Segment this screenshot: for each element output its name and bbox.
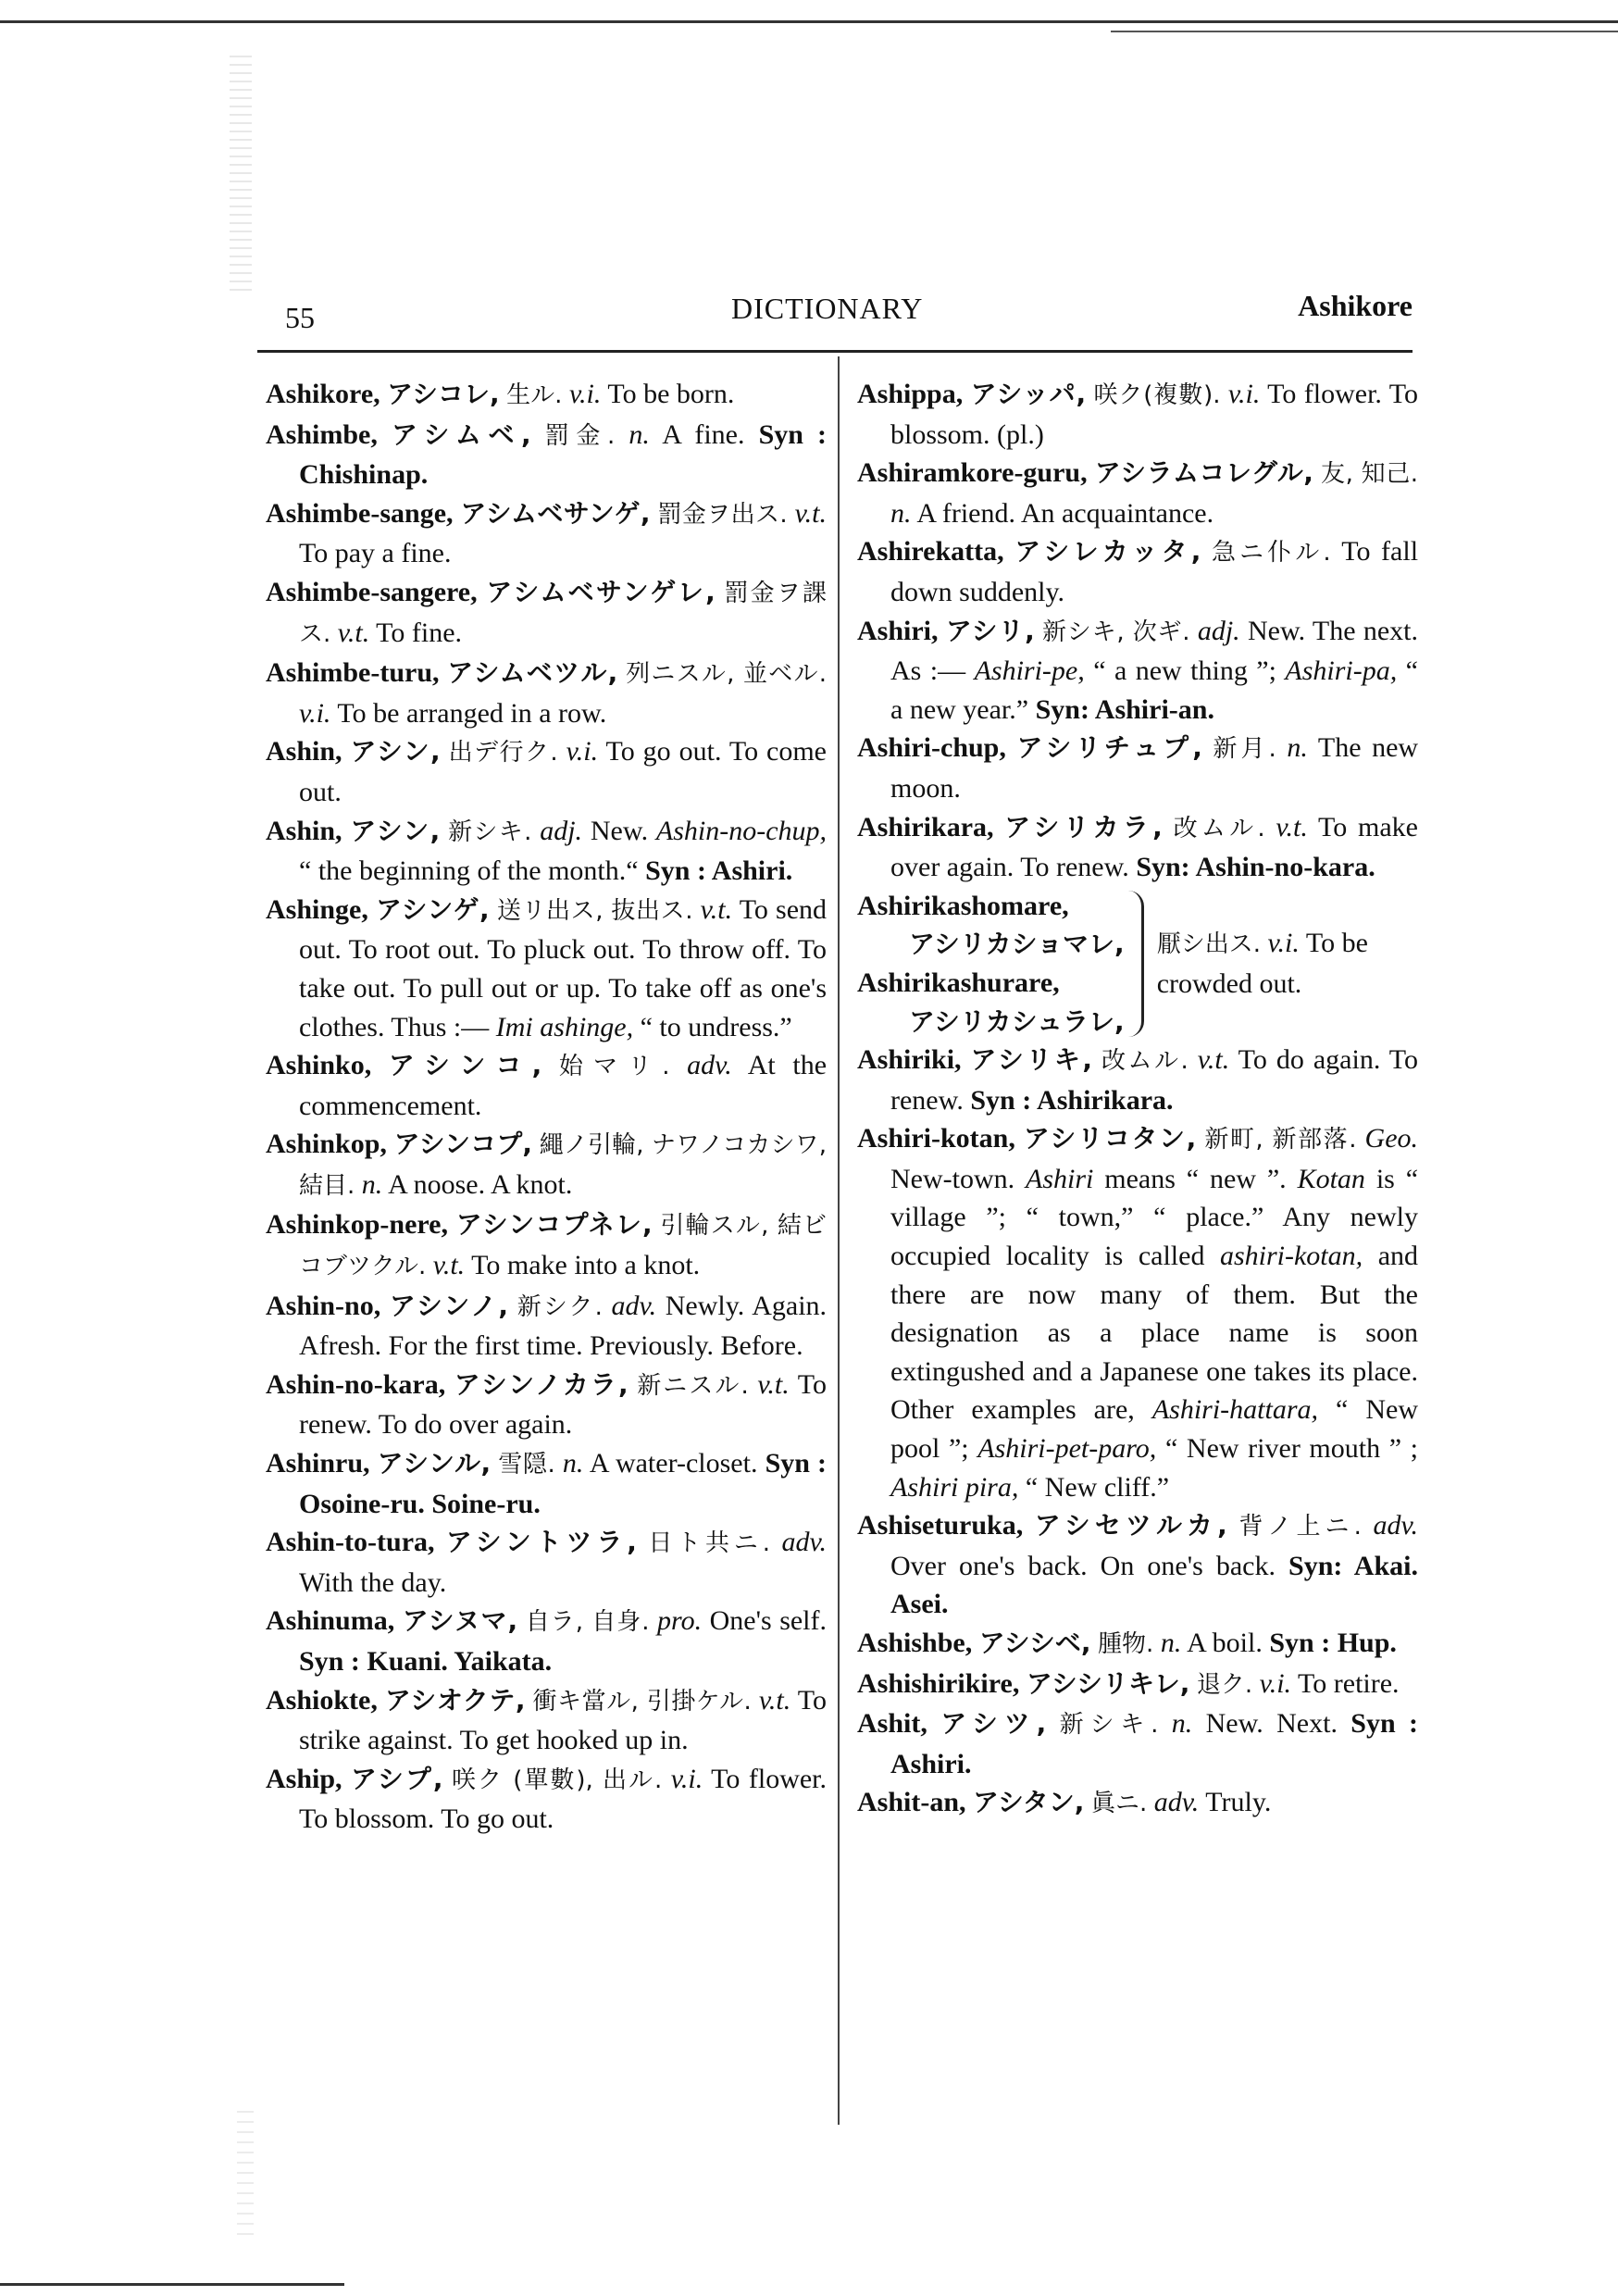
synonym: Syn : Osoine-ru. Soine-ru.: [299, 1448, 828, 1519]
dictionary-entry: [857, 1506, 1418, 1624]
part-of-speech: adj.: [1197, 615, 1240, 646]
katakana-reading: アシンコ,: [388, 1050, 542, 1081]
part-of-speech: pro.: [657, 1605, 703, 1637]
definition-text: To flower. To blossom. To go out.: [299, 1763, 828, 1835]
definition-text: A noose. A knot.: [388, 1168, 573, 1200]
definition-text: “ the beginning of the month.“: [299, 855, 639, 887]
katakana-reading: アシムベツル,: [447, 657, 618, 689]
kanji-gloss: 罰金ヲ課ス.: [299, 579, 828, 648]
kanji-gloss: 咲ク (單數), 出ル.: [452, 1766, 663, 1794]
part-of-speech: adv.: [1153, 1787, 1200, 1818]
definition: [1157, 924, 1418, 1003]
dictionary-entry: [266, 375, 827, 416]
katakana-reading: アシムベサンゲレ,: [486, 576, 716, 607]
dictionary-entry: [266, 891, 827, 1046]
headword: Ashirikashurare,: [857, 967, 1060, 998]
definition-text: To fine.: [376, 617, 463, 648]
definition-text: To renew. To do over again.: [299, 1368, 828, 1441]
headword: Ashirikashomare,: [857, 890, 1069, 921]
dictionary-entry: [266, 1523, 827, 1602]
kanji-gloss: 改ムル.: [1173, 814, 1265, 842]
synonym: Syn : Chishinap.: [299, 418, 828, 491]
dictionary-entry: [266, 1602, 827, 1680]
part-of-speech: adv.: [1373, 1510, 1419, 1541]
definition-text: means “ new ”.: [1104, 1163, 1287, 1194]
headword: Ashin,: [266, 815, 342, 846]
kanji-gloss: 咲ク(複數).: [1093, 381, 1221, 409]
katakana-reading: アシリチュプ,: [1016, 732, 1202, 764]
headword: Ashikore,: [266, 379, 380, 409]
katakana-reading: アシンコプ,: [393, 1129, 533, 1160]
definition-text: To do again. To renew.: [890, 1044, 1419, 1116]
definition-text: At the commencement.: [299, 1050, 828, 1121]
part-of-speech: v.i.: [1227, 379, 1261, 409]
headword: Ashimbe-sangere,: [266, 576, 478, 607]
definition-text: New. The next. As :—: [890, 615, 1419, 687]
dictionary-entry: [266, 1205, 827, 1286]
headword: Ashimbe,: [266, 418, 378, 450]
part-of-speech: adv.: [781, 1527, 828, 1558]
part-of-speech: v.i.: [670, 1763, 703, 1794]
dictionary-entry: [266, 573, 827, 654]
definition-text: is “ village ”; “ town,” “ place.” Any newly occupied locality is called: [890, 1163, 1419, 1272]
definition-text: To send out. To root out. To pluck out. To throw off. To take out. To pull out or up. To take off as one's clothes. Thus :—: [299, 893, 828, 1042]
dictionary-entry: [857, 1119, 1418, 1506]
part-of-speech: adv.: [687, 1050, 732, 1081]
definition-text: To be crowded out.: [1156, 928, 1368, 999]
definition-text: To be arranged in a row.: [337, 697, 607, 729]
dictionary-entry: [266, 654, 827, 732]
kanji-gloss: 日ト共ニ.: [648, 1529, 771, 1558]
dictionary-entry: [266, 1287, 827, 1366]
headword: Ashinru,: [266, 1448, 370, 1479]
kanji-gloss: 衝キ當ル, 引掛ケル.: [532, 1687, 752, 1716]
synonym: Syn : Ashiri.: [645, 855, 793, 887]
definition-text: New-town.: [890, 1163, 1015, 1194]
synonym: Syn: Akai. Asei.: [890, 1550, 1418, 1620]
definition-text: “ New cliff.”: [1025, 1471, 1170, 1503]
running-head: Ashikore: [1298, 289, 1413, 322]
example-term: Ashiri pira,: [890, 1471, 1019, 1503]
definition-text: One's self.: [709, 1605, 828, 1637]
dictionary-entry: [857, 808, 1418, 887]
headword: Ashirekatta,: [857, 536, 1004, 568]
kanji-gloss: 新シキ, 次ギ.: [1042, 618, 1190, 646]
headword: Ashit,: [857, 1708, 927, 1740]
part-of-speech: v.i.: [566, 736, 599, 767]
definition-text: “ New pool ”;: [890, 1394, 1419, 1465]
part-of-speech: v.t.: [432, 1250, 466, 1281]
katakana-reading: アシムベ,: [391, 418, 531, 450]
example-term: Ashin-no-chup,: [655, 815, 828, 846]
headword: Ashiriki,: [857, 1044, 962, 1076]
katakana-reading: アシンゲ,: [375, 893, 490, 925]
katakana-reading: アシシリキレ,: [1026, 1667, 1190, 1699]
grouped-line: [857, 925, 1125, 964]
katakana-reading: アシンノカラ,: [454, 1368, 629, 1400]
grouped-line: [857, 1003, 1125, 1042]
definition-text: To make over again. To renew.: [890, 811, 1419, 883]
synonym: Syn : Hup.: [1269, 1628, 1397, 1658]
top-edge-rule: [0, 20, 1618, 23]
katakana-reading: アシプ,: [351, 1763, 443, 1794]
definition-text: New. Next.: [1205, 1708, 1338, 1740]
kanji-gloss: 腫物.: [1098, 1630, 1154, 1658]
katakana-reading: アシレカッタ,: [1014, 536, 1201, 568]
definition-text: A water-closet.: [589, 1448, 758, 1479]
katakana-reading: アシコレ,: [387, 379, 500, 409]
definition-text: The new moon.: [890, 732, 1419, 804]
dictionary-entry: [857, 612, 1418, 730]
part-of-speech: v.t.: [700, 893, 733, 925]
headword: Ashiri-chup,: [857, 732, 1006, 764]
part-of-speech: v.t.: [337, 617, 370, 648]
definition-text: To make into a knot.: [471, 1250, 701, 1281]
dictionary-entry: [266, 1125, 827, 1205]
headword: Ashimbe-turu,: [266, 657, 440, 689]
part-of-speech: n.: [1171, 1708, 1193, 1740]
kanji-gloss: 新ニスル.: [637, 1371, 749, 1400]
katakana-reading: アシツ,: [940, 1708, 1047, 1740]
kanji-gloss: 新月.: [1213, 735, 1276, 764]
grouped-headwords: [857, 887, 1125, 1041]
headword: Ashit-an,: [857, 1787, 966, 1818]
katakana-reading: アシントツラ,: [445, 1527, 637, 1558]
example-term: Ashiri-pa,: [1285, 655, 1398, 687]
right-column: [857, 375, 1418, 1824]
katakana-reading: アシンノ,: [389, 1290, 509, 1321]
synonym: Syn : Kuani. Yaikata.: [299, 1646, 553, 1677]
kanji-gloss: 雪隠.: [498, 1451, 555, 1479]
dictionary-entry: [266, 1366, 827, 1444]
example-term: Kotan: [1297, 1163, 1365, 1194]
kanji-gloss: 列ニスル, 並ベル.: [626, 660, 828, 689]
dictionary-entry: [266, 1760, 827, 1839]
definition-text: A friend. An acquaintance.: [916, 497, 1214, 529]
dictionary-entry: [857, 454, 1418, 532]
column-divider: [838, 356, 840, 2125]
kanji-gloss: 始マリ.: [558, 1053, 670, 1081]
definition-text: A boil.: [1187, 1628, 1263, 1658]
definition-text: To pay a fine.: [299, 538, 452, 569]
kanji-gloss: 自ラ, 自身.: [525, 1608, 650, 1637]
katakana-reading: アシリコタン,: [1023, 1123, 1197, 1154]
grouped-line: [857, 964, 1125, 1003]
kanji-gloss: 新シク.: [517, 1292, 603, 1321]
bottom-edge-rule: [0, 2283, 344, 2286]
synonym: Syn: Ashin-no-kara.: [1136, 852, 1375, 883]
definition-text: To fall down suddenly.: [890, 536, 1419, 607]
brace-glyph: [1128, 891, 1144, 1037]
definition-text: To be born.: [607, 379, 735, 409]
part-of-speech: n.: [890, 497, 912, 529]
headword: Ashirikara,: [857, 811, 994, 842]
headword: Ashinko,: [266, 1050, 372, 1081]
headword: Ashimbe-sange,: [266, 497, 454, 529]
example-term: Ashiri: [1026, 1163, 1094, 1194]
scan-margin-noise: [230, 56, 252, 296]
dictionary-entry: [857, 1665, 1418, 1705]
part-of-speech: v.t.: [757, 1368, 790, 1400]
kanji-gloss: 罰金ヲ出ス.: [657, 500, 788, 529]
katakana-reading: アシリカシュラレ,: [909, 1005, 1125, 1037]
katakana-reading: アシリカラ,: [1004, 811, 1163, 842]
definition-text: To flower. To blossom. (pl.): [890, 379, 1419, 450]
headword: Ashinge,: [266, 893, 368, 925]
katakana-reading: アシンコプネレ,: [455, 1209, 653, 1241]
definition-text: “ to undress.”: [640, 1011, 792, 1042]
part-of-speech: v.i.: [299, 697, 331, 729]
dictionary-entry: [266, 1046, 827, 1125]
part-of-speech: adj.: [540, 815, 583, 846]
top-edge-rule-secondary: [1111, 31, 1618, 32]
headword: Ashippa,: [857, 379, 964, 409]
definition-text: To go out. To come out.: [299, 736, 827, 807]
kanji-gloss: 眞ニ.: [1090, 1790, 1148, 1818]
example-term: Ashiri-hattara,: [1151, 1394, 1318, 1426]
dictionary-entry: [266, 494, 827, 573]
katakana-reading: アシン,: [350, 736, 441, 767]
dictionary-entry: [857, 1041, 1418, 1119]
dictionary-entry: [266, 732, 827, 811]
header-rule: [257, 350, 1413, 353]
part-of-speech: Geo.: [1364, 1123, 1419, 1154]
headword: Ashin-no-kara,: [266, 1368, 446, 1400]
kanji-gloss: 送リ出ス, 抜出ス.: [496, 896, 693, 925]
dictionary-entry: [857, 1783, 1418, 1824]
dictionary-entry: [857, 532, 1418, 611]
katakana-reading: アシリ,: [945, 615, 1035, 646]
dictionary-entry: [857, 1624, 1418, 1665]
part-of-speech: adv.: [611, 1290, 657, 1321]
part-of-speech: v.i.: [1259, 1667, 1292, 1699]
headword: Ashiokte,: [266, 1684, 378, 1716]
example-term: Ashiri-pet-paro,: [977, 1433, 1157, 1465]
left-column: [266, 375, 827, 1839]
kanji-gloss: 背ノ上ニ.: [1238, 1513, 1362, 1541]
kanji-gloss: 新シキ.: [1059, 1711, 1159, 1740]
part-of-speech: n.: [562, 1448, 584, 1479]
kanji-gloss: 引輪スル, 結ビコブツクル.: [299, 1212, 828, 1281]
kanji-gloss: 新町, 新部落.: [1204, 1126, 1357, 1154]
headword: Ashin,: [266, 736, 342, 767]
definition-text: “ a new year.”: [890, 655, 1418, 725]
headword: Ashiri,: [857, 615, 939, 646]
definition-text: Truly.: [1205, 1787, 1272, 1818]
headword: Ashinkop,: [266, 1129, 387, 1160]
headword: Ashiramkore-guru,: [857, 457, 1088, 489]
headword: Ashishbe,: [857, 1628, 973, 1658]
katakana-reading: アシシベ,: [978, 1628, 1091, 1658]
headword: Aship,: [266, 1763, 342, 1794]
kanji-gloss: 退ク.: [1196, 1670, 1253, 1699]
example-term: ashiri-kotan,: [1219, 1241, 1363, 1272]
headword: Ashishirikire,: [857, 1667, 1020, 1699]
dictionary-entry: [857, 375, 1418, 454]
kanji-gloss: 厭シ出ス.: [1156, 930, 1261, 959]
kanji-gloss: 出デ行ク.: [448, 739, 558, 767]
headword: Ashin-no,: [266, 1290, 381, 1321]
headword: Ashinuma,: [266, 1605, 395, 1637]
headword: Ashinkop-nere,: [266, 1209, 448, 1241]
dictionary-entry: [266, 812, 827, 891]
dictionary-entry: [266, 416, 827, 494]
definition-text: Newly. Again. Afresh. For the first time. Previously. Before.: [299, 1290, 828, 1362]
page-number: 55: [285, 301, 315, 334]
kanji-gloss: 罰金.: [544, 421, 616, 450]
katakana-reading: アシンル,: [377, 1448, 492, 1479]
synonym: Syn : Ashiri.: [890, 1708, 1418, 1779]
definition-text: “ a new thing ”;: [1093, 655, 1276, 687]
katakana-reading: アシムベサンゲ,: [460, 497, 651, 529]
dictionary-entry: [266, 1444, 827, 1523]
headword: Ashiseturuka,: [857, 1510, 1024, 1541]
headword: Ashiri-kotan,: [857, 1123, 1015, 1154]
katakana-reading: アシリカショマレ,: [909, 929, 1125, 960]
katakana-reading: アシラムコレグル,: [1094, 457, 1313, 489]
synonym: Syn : Ashirikara.: [970, 1084, 1174, 1116]
definition-text: Over one's back. On one's back.: [890, 1550, 1276, 1581]
katakana-reading: アシセツルカ,: [1034, 1510, 1227, 1541]
kanji-gloss: 新シキ.: [448, 817, 532, 846]
dictionary-entry: [857, 729, 1418, 807]
katakana-reading: アシリキ,: [970, 1044, 1093, 1076]
part-of-speech: v.t.: [758, 1684, 791, 1716]
part-of-speech: v.t.: [1197, 1044, 1230, 1076]
kanji-gloss: 繩ノ引輪, ナワノコカシワ, 結目.: [299, 1131, 828, 1200]
katakana-reading: アシヌマ,: [402, 1605, 518, 1637]
part-of-speech: n.: [629, 418, 650, 450]
katakana-reading: アシオクテ,: [384, 1684, 526, 1716]
katakana-reading: アシン,: [350, 815, 441, 846]
part-of-speech: v.t.: [1276, 811, 1308, 842]
definition-text: and there are now many of them. But the designation as a place name is soon extingushed and a Japanese one takes its place. Other examples are,: [890, 1241, 1419, 1426]
part-of-speech: v.i.: [1267, 928, 1300, 959]
dictionary-entry: [857, 1704, 1418, 1783]
definition-text: New.: [590, 815, 649, 846]
katakana-reading: アシタン,: [973, 1787, 1085, 1818]
grouped-line: [857, 887, 1125, 926]
headword: Ashin-to-tura,: [266, 1527, 435, 1558]
part-of-speech: n.: [1287, 732, 1308, 764]
definition-text: A fine.: [662, 418, 745, 450]
katakana-reading: アシッパ,: [970, 379, 1087, 409]
definition-text: With the day.: [299, 1566, 447, 1598]
part-of-speech: n.: [361, 1168, 383, 1200]
grouped-entry: [857, 887, 1418, 1041]
kanji-gloss: 急ニ仆ル.: [1211, 539, 1331, 568]
page-title: DICTIONARY: [731, 292, 924, 325]
kanji-gloss: 友, 知己.: [1321, 460, 1419, 489]
part-of-speech: v.i.: [568, 379, 602, 409]
synonym: Syn: Ashiri-an.: [1035, 693, 1214, 725]
scan-margin-noise-lower: [237, 2111, 254, 2240]
part-of-speech: v.t.: [794, 497, 828, 529]
example-term: Ashiri-pe,: [974, 655, 1085, 687]
example-term: Imi ashinge,: [495, 1011, 634, 1042]
definition-text: To strike against. To get hooked up in.: [299, 1684, 827, 1756]
kanji-gloss: 改ムル.: [1101, 1047, 1189, 1076]
definition-text: To retire.: [1298, 1667, 1400, 1699]
part-of-speech: n.: [1160, 1628, 1182, 1658]
dictionary-entry: [266, 1681, 827, 1760]
definition-text: “ New river mouth ” ;: [1164, 1433, 1419, 1465]
kanji-gloss: 生ル.: [506, 381, 563, 409]
